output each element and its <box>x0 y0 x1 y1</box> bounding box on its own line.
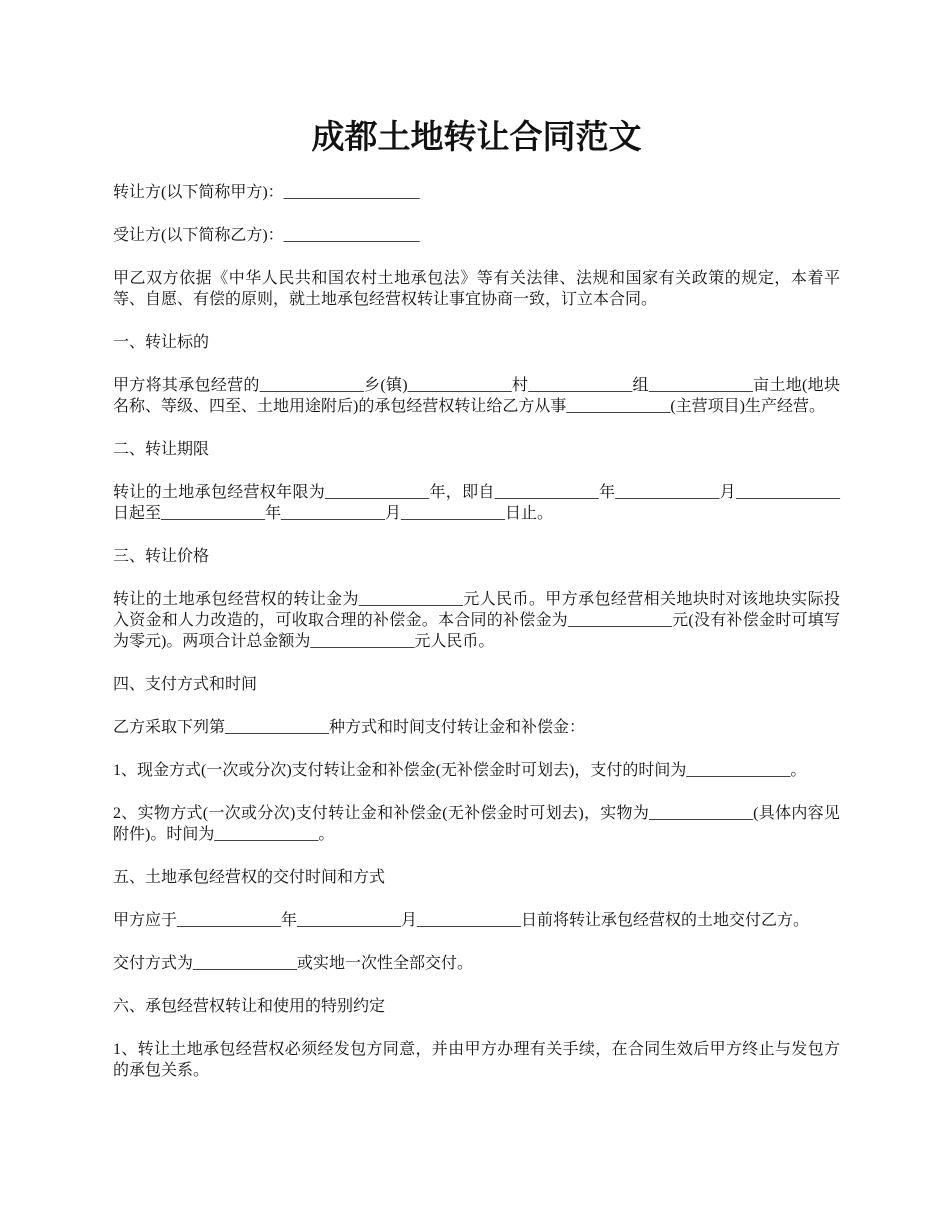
section-heading-2: 二、转让期限 <box>113 441 210 458</box>
section-heading-3: 三、转让价格 <box>113 548 210 565</box>
document-title: 成都土地转让合同范文 <box>311 120 642 156</box>
section-heading-4: 四、支付方式和时间 <box>113 676 258 693</box>
preamble-paragraph: 甲乙双方依据《中华人民共和国农村土地承包法》等有关法律、法规和国家有关政策的规定，本着平等、自愿、有偿的原则，就土地承包经营权转让事宜协商一致，订立本合同。 <box>113 270 840 308</box>
section-body-6-item-1: 1、转让土地承包经营权必须经发包方同意，并由甲方办理有关手续，在合同生效后甲方终止与发包方的承包关系。 <box>113 1041 840 1079</box>
section-body-1: 甲方将其承包经营的_____________乡(镇)_____________村_____________组_____________亩土地(地块名称、等级、四至、土地用途附后)的承包经营权转让给乙方从事_____________(主营项目)生产经营。 <box>113 377 840 415</box>
section-body-2: 转让的土地承包经营权年限为_____________年，即自_____________年_____________月_____________日起至_____________年_____________月_____________日止。 <box>113 484 840 522</box>
transferee-line: 受让方(以下简称乙方)：_________________ <box>113 227 420 244</box>
section-body-4-intro: 乙方采取下列第_____________种方式和时间支付转让金和补偿金： <box>113 719 586 736</box>
section-body-5-method: 交付方式为_____________或实地一次性全部交付。 <box>113 955 474 972</box>
section-heading-5: 五、土地承包经营权的交付时间和方式 <box>113 869 386 886</box>
transferor-line: 转让方(以下简称甲方)：_________________ <box>113 184 420 201</box>
section-body-3: 转让的土地承包经营权的转让金为_____________元人民币。甲方承包经营相关地块时对该地块实际投入资金和人力改造的，可收取合理的补偿金。本合同的补偿金为_____________元(没有补偿金时可填写为零元)。两项合计总金额为_____________元人民币。 <box>113 591 840 650</box>
section-heading-1: 一、转让标的 <box>113 334 210 351</box>
section-body-5-time: 甲方应于_____________年_____________月_____________日前将转让承包经营权的土地交付乙方。 <box>113 912 810 929</box>
section-body-4-option-2: 2、实物方式(一次或分次)支付转让金和补偿金(无补偿金时可划去)，实物为_____________(具体内容见附件)。时间为_____________。 <box>113 805 840 843</box>
document-page <box>113 108 840 1103</box>
section-body-4-option-1: 1、现金方式(一次或分次)支付转让金和补偿金(无补偿金时可划去)，支付的时间为_____________。 <box>113 762 807 779</box>
section-heading-6: 六、承包经营权转让和使用的特别约定 <box>113 998 386 1015</box>
